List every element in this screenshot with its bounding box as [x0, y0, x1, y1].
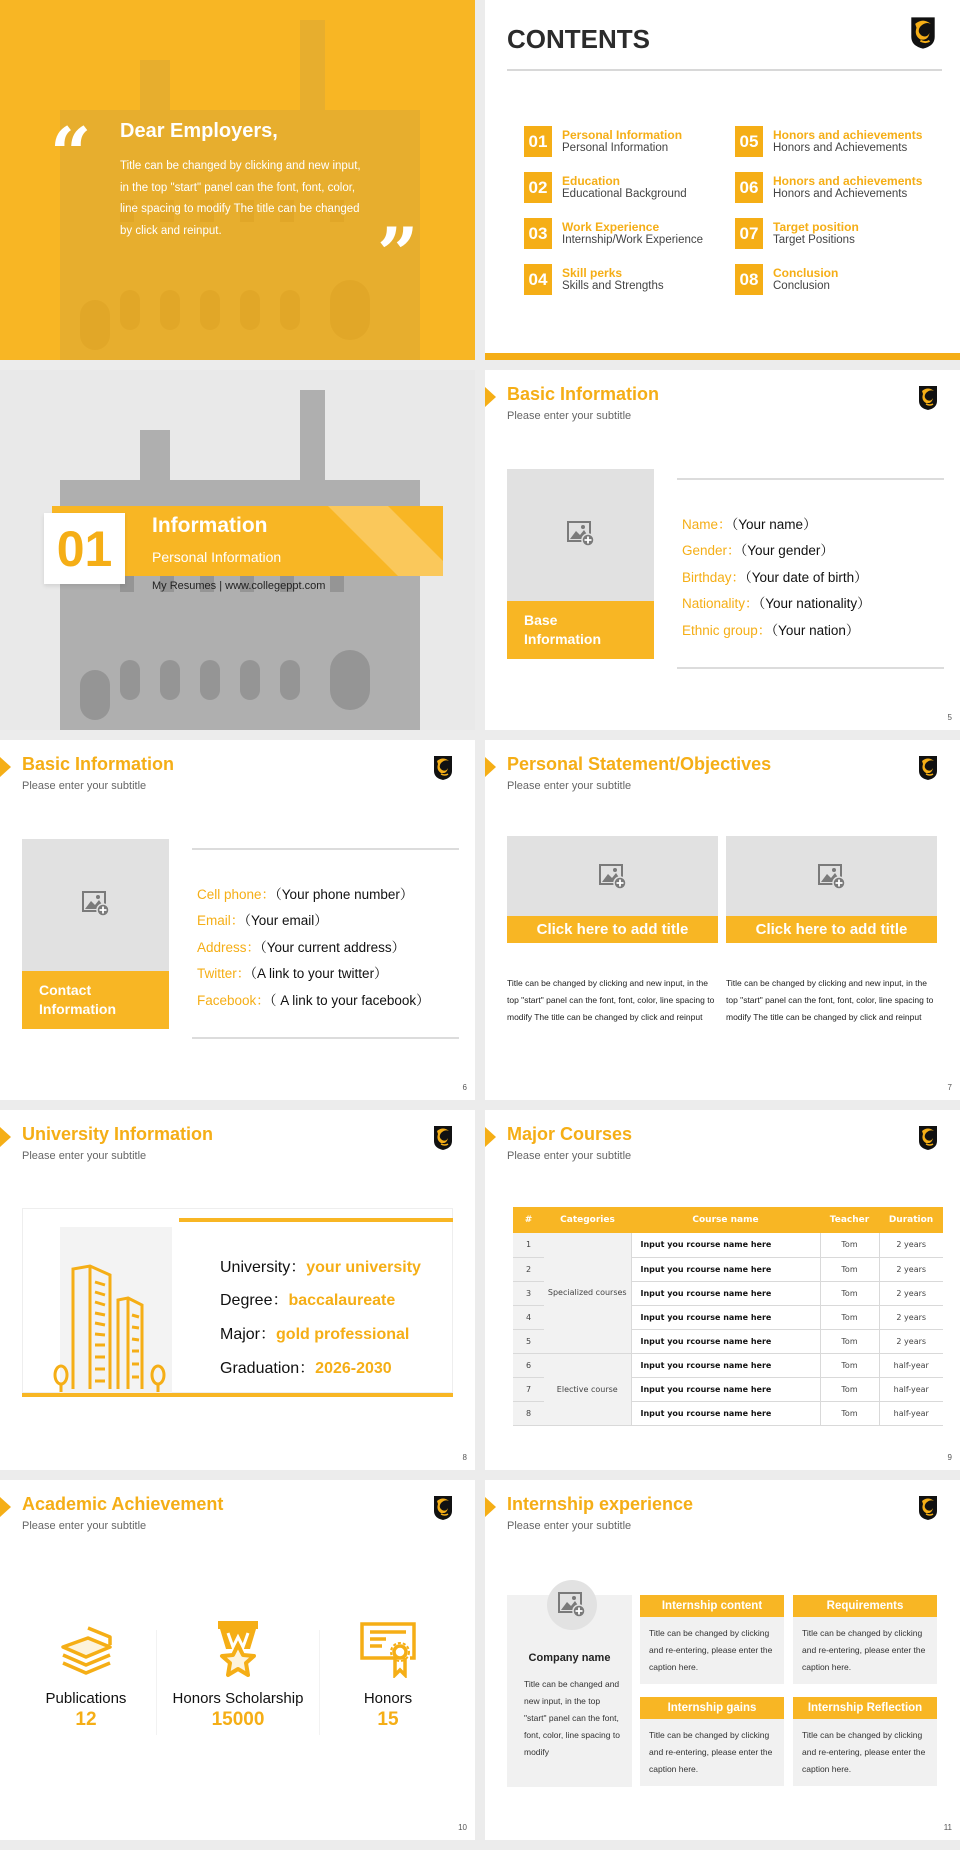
photo-label: Contact Information [22, 971, 169, 1029]
section-title: Information [152, 514, 268, 537]
photo-label: Base Information [507, 601, 654, 659]
divider [677, 478, 944, 480]
close-quote-icon: ” [377, 211, 419, 296]
card-text: Title can be changed by clicking and new input, in the top "start" panel can the font, font, color, line spacing to modify The title can be changed by click and reinput [507, 978, 715, 1022]
section-subtitle: Personal Information [152, 549, 282, 565]
box-title: Internship content [640, 1595, 784, 1617]
item-number: 03 [524, 218, 552, 249]
divider [192, 848, 459, 850]
stat-label: Honors [363, 1690, 413, 1707]
shield-logo-icon [433, 1125, 453, 1151]
box-internship-gains [640, 1697, 784, 1786]
header-arrow-icon [0, 757, 11, 777]
page-number: 10 [458, 1823, 467, 1832]
field-degree[interactable]: Degree：baccalaureate [220, 1292, 396, 1309]
slide-basic-information [485, 370, 960, 730]
company-name: Company name [528, 1652, 611, 1664]
divider [156, 1630, 157, 1735]
company-description: Title can be changed and new input, in the top "start" panel can the font, font, color, line spacing to modify [524, 1679, 620, 1757]
slide-subtitle: Please enter your subtitle [507, 1150, 632, 1162]
divider [677, 667, 944, 669]
item-title: Skill perks [562, 266, 623, 280]
courses-table [513, 1207, 943, 1426]
shield-logo-icon [918, 1125, 938, 1151]
slide-section-divider [0, 370, 475, 730]
contents-item-06[interactable] [735, 172, 922, 203]
column-header: Categories [544, 1207, 631, 1233]
header-arrow-icon [0, 1127, 11, 1147]
certificate-icon [360, 1622, 416, 1678]
company-logo-placeholder[interactable] [547, 1580, 597, 1630]
page-number: 7 [947, 1083, 952, 1092]
stat-value: 12 [75, 1709, 97, 1730]
decorative-stripe [328, 506, 443, 576]
accent-bar [22, 1393, 453, 1397]
course-name-cell[interactable]: Input you rcourse name here [631, 1329, 820, 1353]
slide-subtitle: Please enter your subtitle [507, 1520, 632, 1532]
slide-title: Basic Information [507, 384, 660, 404]
slide-personal-statement [485, 740, 960, 1100]
image-placeholder[interactable] [726, 836, 937, 916]
item-title: Education [562, 174, 621, 188]
table-row: 2 Input you rcourse name here Tom 2 years [513, 1257, 943, 1281]
item-title: Work Experience [562, 220, 660, 234]
item-title: Honors and achievements [773, 128, 923, 142]
field-facebook[interactable]: Facebook：（ A link to your facebook） [197, 993, 430, 1008]
stat-value: 15000 [211, 1709, 265, 1730]
add-title-button[interactable]: Click here to add title [507, 916, 718, 943]
contents-item-08[interactable] [735, 264, 838, 295]
slide-subtitle: Please enter your subtitle [507, 410, 632, 422]
field-birthday[interactable]: Birthday：（Your date of birth） [682, 570, 868, 585]
slide-title: Personal Statement/Objectives [507, 754, 772, 774]
item-title: Conclusion [773, 266, 839, 280]
slide-title: Basic Information [22, 754, 175, 774]
table-row: 1 Specialized courses Input you rcourse name here Tom 2 years [513, 1233, 943, 1257]
box-title: Internship gains [640, 1697, 784, 1719]
item-title: Personal Information [562, 128, 683, 142]
contents-item-04[interactable] [524, 264, 664, 295]
course-name-cell[interactable]: Input you rcourse name here [631, 1257, 820, 1281]
contents-item-05[interactable] [735, 126, 922, 157]
slide-title: Academic Achievement [22, 1494, 224, 1514]
slide-academic-achievement [0, 1480, 475, 1840]
item-title: Target position [773, 220, 859, 234]
box-text: Title can be changed by clicking and re-entering, please enter the caption here. [802, 1730, 926, 1774]
field-graduation[interactable]: Graduation：2026-2030 [220, 1360, 392, 1377]
item-number: 01 [524, 126, 552, 157]
box-title: Internship Reflection [793, 1697, 937, 1719]
field-address[interactable]: Address：（Your current address） [197, 940, 406, 955]
header-arrow-icon [485, 1497, 496, 1517]
table-row: 7 Input you rcourse name here Tom half-year [513, 1377, 943, 1401]
field-university[interactable]: University：your university [220, 1259, 421, 1276]
shield-logo-icon [433, 755, 453, 781]
field-gender[interactable]: Gender：（Your gender） [682, 543, 834, 558]
item-number: 07 [735, 218, 763, 249]
page-number: 6 [462, 1083, 467, 1092]
item-number: 06 [735, 172, 763, 203]
divider [192, 1037, 459, 1039]
box-internship-content [640, 1595, 784, 1684]
page-number: 5 [947, 713, 952, 722]
photo-placeholder[interactable] [22, 839, 169, 1029]
item-number: 05 [735, 126, 763, 157]
slide-internship-experience [485, 1480, 960, 1840]
slide-contents [485, 0, 960, 360]
field-name[interactable]: Name：（Your name） [682, 517, 817, 532]
box-text: Title can be changed by clicking and re-entering, please enter the caption here. [649, 1628, 773, 1672]
slide-subtitle: Please enter your subtitle [507, 780, 632, 792]
column-header: # [513, 1207, 544, 1233]
course-name-cell[interactable]: Input you rcourse name here [631, 1305, 820, 1329]
divider [507, 69, 942, 71]
item-subtitle: Honors and Achievements [773, 188, 908, 200]
add-image-icon[interactable] [558, 1592, 586, 1618]
course-name-cell[interactable]: Input you rcourse name here [631, 1377, 820, 1401]
column-header: Teacher [820, 1207, 879, 1233]
item-number: 02 [524, 172, 552, 203]
add-image-icon[interactable] [567, 521, 595, 547]
category-cell: Elective course [544, 1353, 631, 1425]
header-arrow-icon [485, 387, 496, 407]
table-row: 8 Input you rcourse name here Tom half-year [513, 1401, 943, 1425]
shield-logo-icon [918, 755, 938, 781]
field-email[interactable]: Email：（Your email） [197, 913, 328, 928]
box-requirements [793, 1595, 937, 1684]
field-cell-phone[interactable]: Cell phone：（Your phone number） [197, 887, 414, 902]
stat-label: Honors Scholarship [172, 1690, 304, 1707]
contents-item-01[interactable] [524, 126, 682, 157]
add-image-icon[interactable] [82, 891, 110, 917]
item-subtitle: Target Positions [773, 234, 855, 246]
page-number: 9 [947, 1453, 952, 1462]
header-arrow-icon [0, 1497, 11, 1517]
contents-title: CONTENTS [507, 24, 650, 54]
item-subtitle: Conclusion [773, 280, 830, 292]
table-row: 3 Input you rcourse name here Tom 2 years [513, 1281, 943, 1305]
slide-title: Dear Employers, [120, 120, 278, 142]
course-name-cell[interactable]: Input you rcourse name here [631, 1353, 820, 1377]
table-header [513, 1207, 943, 1233]
open-quote-icon: “ [50, 111, 92, 196]
category-cell: Specialized courses [544, 1233, 631, 1353]
item-subtitle: Personal Information [562, 142, 669, 154]
slide-subtitle: Please enter your subtitle [22, 780, 147, 792]
stat-label: Publications [45, 1690, 127, 1707]
stat-honors-scholarship [163, 1620, 313, 1731]
slide-contact-information [0, 740, 475, 1100]
field-twitter[interactable]: Twitter：（A link to your twitter） [197, 966, 388, 981]
stat-publications [11, 1620, 161, 1731]
shield-logo-icon [433, 1495, 453, 1521]
table-row: 5 Input you rcourse name here Tom 2 years [513, 1329, 943, 1353]
medal-star-icon [216, 1621, 260, 1679]
slide-university-information [0, 1110, 475, 1470]
slide-body: Title can be changed by clicking and new input, in the top "start" panel can the font, font, color, line spacing to modify The title can be changed by click and reinput. [120, 160, 361, 237]
footer-bar [485, 353, 960, 360]
slide-title: University Information [22, 1124, 214, 1144]
field-major[interactable]: Major：gold professional [220, 1326, 410, 1343]
box-text: Title can be changed by clicking and re-entering, please enter the caption here. [649, 1730, 773, 1774]
header-arrow-icon [485, 757, 496, 777]
slide-subtitle: Please enter your subtitle [22, 1150, 147, 1162]
header-arrow-icon [485, 1127, 496, 1147]
course-name-cell[interactable]: Input you rcourse name here [631, 1233, 820, 1257]
buildings-illustration-icon [52, 1227, 172, 1393]
column-header: Course name [631, 1207, 820, 1233]
card-text: Title can be changed by clicking and new input, in the top "start" panel can the font, font, color, line spacing to modify The title can be changed by click and reinput [726, 978, 934, 1022]
course-name-cell[interactable]: Input you rcourse name here [631, 1401, 820, 1425]
section-meta: My Resumes | www.collegeppt.com [152, 580, 326, 592]
contents-item-07[interactable] [735, 218, 859, 249]
slide-subtitle: Please enter your subtitle [22, 1520, 147, 1532]
table-row: 6 Elective course Input you rcourse name here Tom half-year [513, 1353, 943, 1377]
add-title-button[interactable]: Click here to add title [726, 916, 937, 943]
page-number: 8 [462, 1453, 467, 1462]
item-number: 08 [735, 264, 763, 295]
slide-cover-letter [0, 0, 475, 360]
field-ethnic-group[interactable]: Ethnic group：（Your nation） [682, 623, 860, 638]
box-text: Title can be changed by clicking and re-entering, please enter the caption here. [802, 1628, 926, 1672]
item-title: Honors and achievements [773, 174, 923, 188]
table-row: 4 Input you rcourse name here Tom 2 years [513, 1305, 943, 1329]
box-title: Requirements [793, 1595, 937, 1617]
shield-logo-icon [918, 385, 938, 411]
stat-value: 15 [377, 1709, 399, 1730]
slide-title: Major Courses [507, 1124, 633, 1144]
item-subtitle: Skills and Strengths [562, 280, 664, 292]
course-name-cell[interactable]: Input you rcourse name here [631, 1281, 820, 1305]
photo-placeholder[interactable] [507, 469, 654, 659]
slide-major-courses [485, 1110, 960, 1470]
slide-title: Internship experience [507, 1494, 694, 1514]
contents-item-03[interactable] [524, 218, 703, 249]
item-subtitle: Internship/Work Experience [562, 234, 704, 246]
column-header: Duration [879, 1207, 943, 1233]
field-nationality[interactable]: Nationality：（Your nationality） [682, 596, 871, 611]
book-stack-icon [58, 1625, 114, 1675]
add-image-icon[interactable] [599, 864, 627, 890]
image-placeholder[interactable] [507, 836, 718, 916]
box-internship-reflection [793, 1697, 937, 1786]
item-subtitle: Honors and Achievements [773, 142, 908, 154]
accent-bar [179, 1218, 453, 1222]
add-image-icon[interactable] [818, 864, 846, 890]
section-number: 01 [44, 513, 125, 584]
stat-honors [313, 1620, 463, 1731]
shield-logo-icon [918, 1495, 938, 1521]
item-number: 04 [524, 264, 552, 295]
contents-item-02[interactable] [524, 172, 687, 203]
page-number: 11 [943, 1823, 952, 1832]
item-subtitle: Educational Background [562, 188, 687, 200]
shield-logo-icon [910, 16, 936, 50]
